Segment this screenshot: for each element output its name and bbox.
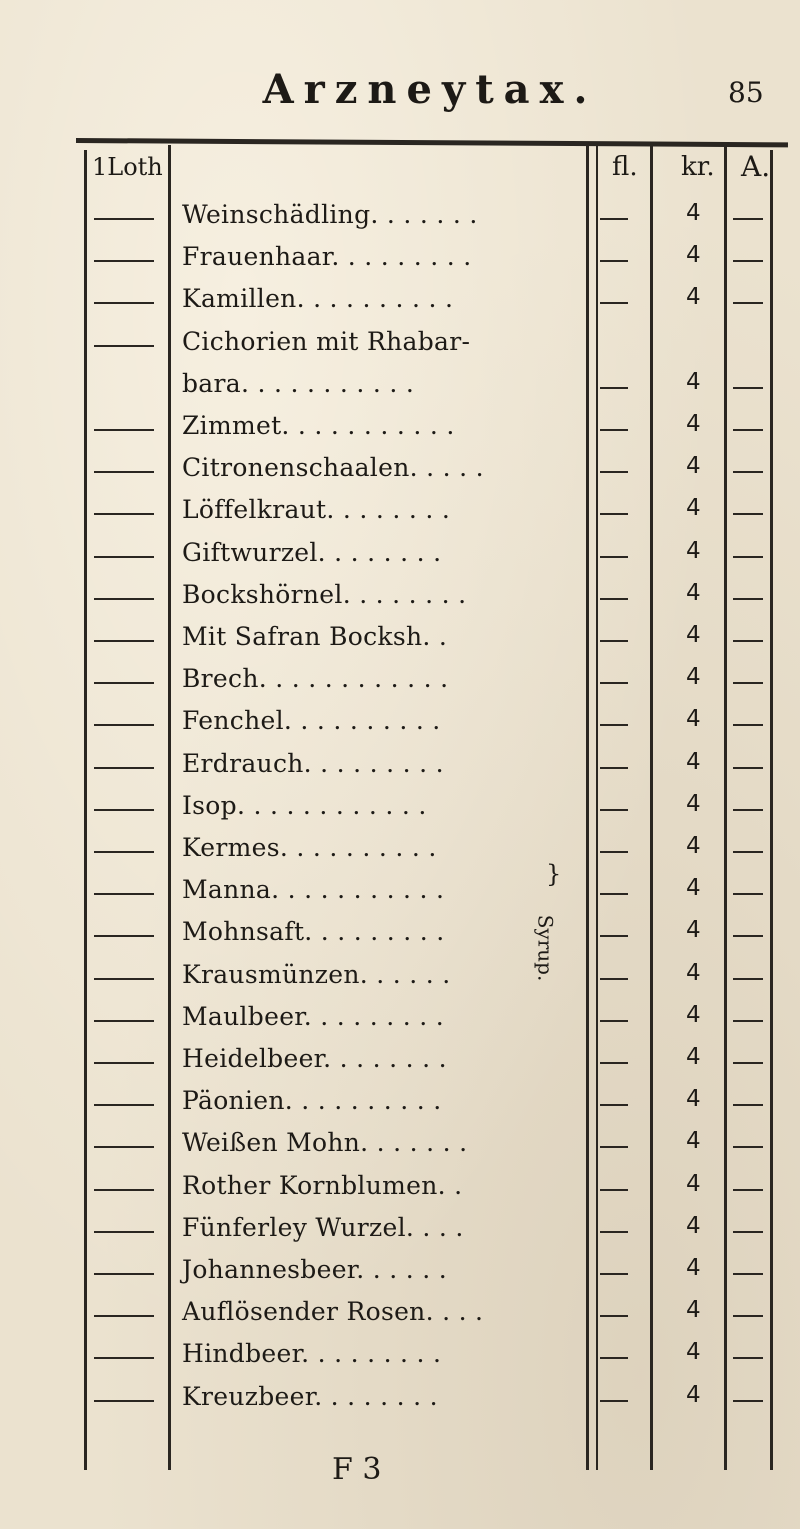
table-row [0,791,800,827]
kr-value: 4 [686,579,701,606]
table-row [0,1213,800,1249]
x-dash [733,1231,763,1233]
item-name: Päonien. . . . . . . . . . [182,1086,442,1116]
fl-dash [600,851,628,853]
item-name: Mit Safran Bocksh. . [182,622,448,651]
item-name: Johannesbeer. . . . . . [182,1255,448,1284]
table-row [0,1171,800,1207]
fl-dash [600,1062,628,1064]
fl-dash [600,767,628,769]
item-name: bara. . . . . . . . . . . [182,368,415,398]
table-row [0,1382,800,1418]
x-dash [733,1273,763,1275]
kr-value: 4 [686,917,701,944]
item-name: Frauenhaar. . . . . . . . . [182,242,472,272]
x-dash [733,302,763,304]
fl-dash [600,471,628,473]
kr-value: 4 [686,706,701,733]
fl-dash [600,387,628,389]
lot-dash [94,302,154,304]
fl-dash [600,429,628,431]
running-head: Arzneytax. [262,66,598,113]
table-row [0,495,800,531]
table-row [0,242,800,278]
x-dash [733,1146,763,1148]
signature-mark: F 3 [332,1452,382,1487]
table-row [0,1044,800,1080]
x-dash [733,1020,763,1022]
lot-dash [94,471,154,473]
item-name: Kermes. . . . . . . . . . [182,833,437,862]
lot-dash [94,1273,154,1275]
table-row [0,749,800,785]
item-name: Hindbeer. . . . . . . . . [182,1339,442,1369]
fl-dash [600,682,628,684]
x-dash [733,387,763,389]
kr-value: 4 [686,1297,701,1324]
table-row [0,284,800,320]
kr-value: 4 [686,1044,701,1070]
item-name: Fünferley Wurzel. . . . [182,1212,464,1242]
fl-dash [600,640,628,642]
item-name: Zimmet. . . . . . . . . . . [182,411,455,440]
kr-value: 4 [686,959,701,986]
lot-dash [94,1400,154,1402]
table-row [0,1002,800,1038]
fl-dash [600,724,628,726]
item-name: Löffelkraut. . . . . . . . [182,495,451,525]
item-name: Kamillen. . . . . . . . . . [182,284,454,314]
lot-dash [94,513,154,515]
lot-dash [94,345,154,347]
item-name: Auflösender Rosen. . . . [182,1297,484,1327]
item-name: Weinschädling. . . . . . . [182,200,478,229]
kr-value: 4 [686,495,701,522]
item-name: Fenchel. . . . . . . . . . [182,706,441,736]
table-row [0,706,800,742]
item-name: Citronenschaalen. . . . . [182,453,484,483]
lot-dash [94,851,154,853]
item-name: Brech. . . . . . . . . . . . [182,664,449,694]
header-x: A. [741,150,771,183]
fl-dash [600,598,628,600]
kr-value: 4 [686,622,701,648]
x-dash [733,556,763,558]
lot-dash [94,809,154,811]
table-row [0,327,800,363]
lot-dash [94,724,154,726]
lot-dash [94,1104,154,1106]
kr-value: 4 [686,664,701,691]
x-dash [733,1104,763,1106]
x-dash [733,218,763,220]
kr-value: 4 [686,1255,701,1281]
lot-dash [94,978,154,980]
kr-value: 4 [686,200,701,226]
table-row [0,833,800,869]
table-row [0,538,800,574]
x-dash [733,682,763,684]
brace: } [546,860,562,888]
x-dash [733,809,763,811]
fl-dash [600,302,628,304]
item-name: Kreuzbeer. . . . . . . . [182,1381,438,1411]
kr-value: 4 [686,537,701,564]
fl-dash [600,260,628,262]
fl-dash [600,935,628,937]
fl-dash [600,893,628,895]
kr-value: 4 [686,875,701,902]
item-name: Krausmünzen. . . . . . [182,959,451,989]
header-fl: fl. [612,152,638,182]
table-row [0,1339,800,1375]
table-row [0,1086,800,1122]
top-rule [76,138,788,147]
fl-dash [600,1231,628,1233]
x-dash [733,1062,763,1064]
x-dash [733,893,763,895]
item-name: Heidelbeer. . . . . . . . [182,1044,447,1073]
x-dash [733,598,763,600]
lot-dash [94,1357,154,1359]
x-dash [733,935,763,937]
x-dash [733,640,763,642]
lot-dash [94,598,154,600]
kr-value: 4 [686,833,701,859]
kr-value: 4 [686,1128,701,1155]
kr-value: 4 [686,1212,701,1239]
lot-dash [94,1189,154,1191]
item-name: Manna. . . . . . . . . . . [182,875,445,905]
item-name: Rother Kornblumen. . [182,1170,463,1200]
fl-dash [600,1273,628,1275]
lot-dash [94,935,154,937]
fl-dash [600,809,628,811]
kr-value: 4 [686,1339,701,1366]
table-row [0,960,800,996]
x-dash [733,851,763,853]
table-row [0,1255,800,1291]
lot-dash [94,640,154,642]
item-name: Bockshörnel. . . . . . . . [182,579,467,609]
x-dash [733,1400,763,1402]
table-row [0,200,800,236]
fl-dash [600,1400,628,1402]
fl-dash [600,1020,628,1022]
item-name: Giftwurzel. . . . . . . . [182,537,442,567]
fl-dash [600,1357,628,1359]
table-row [0,1297,800,1333]
x-dash [733,429,763,431]
item-name: Mohnsaft. . . . . . . . . [182,917,445,947]
kr-value: 4 [686,1170,701,1197]
x-dash [733,471,763,473]
kr-value: 4 [686,411,701,437]
table-row [0,622,800,658]
lot-dash [94,1062,154,1064]
fl-dash [600,1189,628,1191]
lot-dash [94,260,154,262]
x-dash [733,260,763,262]
kr-value: 4 [686,1001,701,1028]
header-kr: kr. [681,152,715,182]
lot-dash [94,556,154,558]
kr-value: 4 [686,790,701,817]
lot-dash [94,1020,154,1022]
kr-value: 4 [686,1381,701,1408]
lot-dash [94,1231,154,1233]
fl-dash [600,978,628,980]
kr-value: 4 [686,368,701,395]
table-row [0,453,800,489]
item-name: Erdrauch. . . . . . . . . [182,748,444,778]
item-name: Weißen Mohn. . . . . . . [182,1128,468,1158]
lot-dash [94,218,154,220]
x-dash [733,513,763,515]
kr-value: 4 [686,453,701,480]
fl-dash [600,513,628,515]
side-note [533,880,582,1020]
fl-dash [600,1315,628,1317]
fl-dash [600,218,628,220]
lot-dash [94,682,154,684]
x-dash [733,1189,763,1191]
x-dash [733,767,763,769]
table-row [0,664,800,700]
fl-dash [600,1104,628,1106]
table-row [0,580,800,616]
fl-dash [600,1146,628,1148]
x-dash [733,1315,763,1317]
kr-value: 4 [686,1086,701,1113]
kr-value: 4 [686,242,701,269]
kr-value: 4 [686,748,701,775]
item-name: Cichorien mit Rhabar- [182,326,471,356]
header-lot: 1Loth [92,153,163,181]
x-dash [733,1357,763,1359]
table-row [0,875,800,911]
table-row [0,917,800,953]
page-number: 85 [728,76,764,109]
kr-value: 4 [686,284,701,311]
x-dash [733,978,763,980]
side-note-text: Syrup. [533,914,558,982]
item-name: Maulbeer. . . . . . . . . [182,1001,444,1031]
lot-dash [94,1146,154,1148]
x-dash [733,724,763,726]
lot-dash [94,767,154,769]
lot-dash [94,429,154,431]
table-row [0,411,800,447]
table-row [0,1128,800,1164]
item-name: Isop. . . . . . . . . . . . [182,790,427,820]
lot-dash [94,893,154,895]
table-row [0,369,800,405]
fl-dash [600,556,628,558]
lot-dash [94,1315,154,1317]
